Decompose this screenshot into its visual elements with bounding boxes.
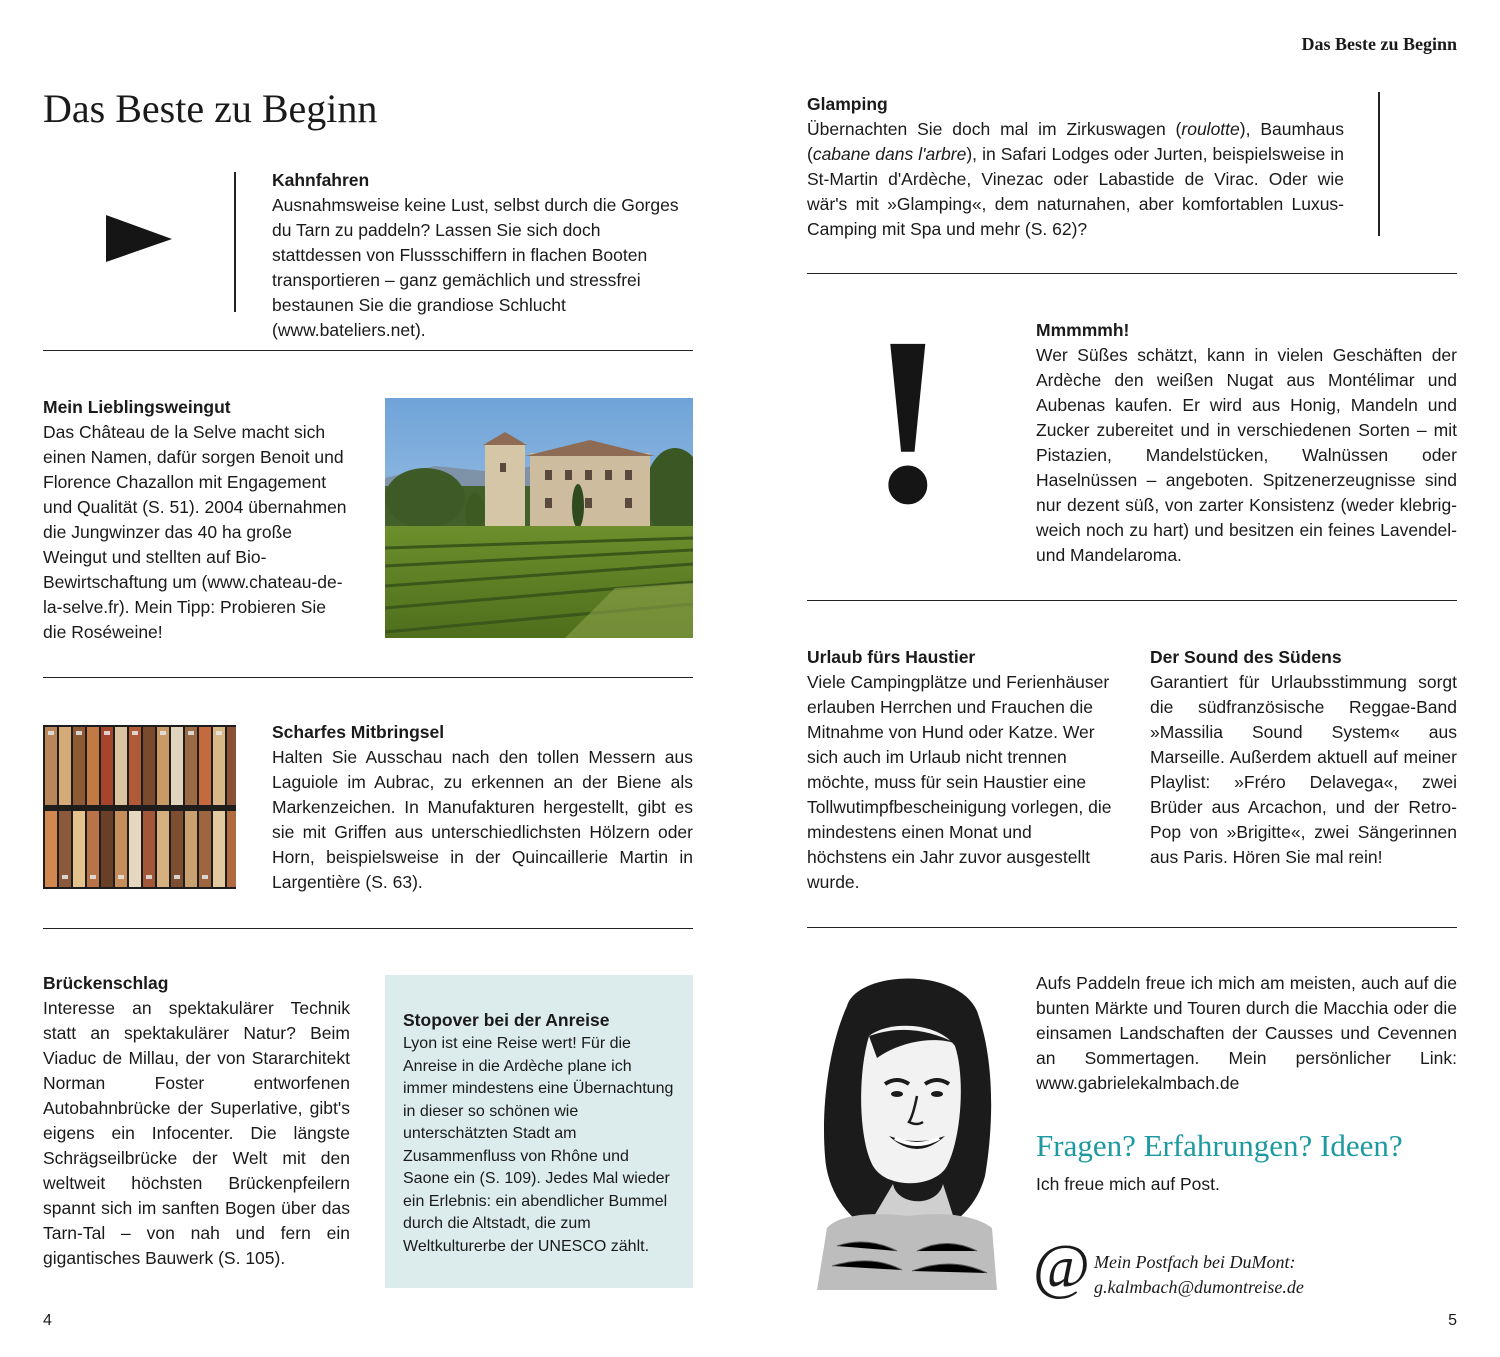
mailbox-block <box>1094 1250 1304 1300</box>
glamping-text <box>807 117 1344 242</box>
section-mmmmmh <box>1036 318 1457 568</box>
haustier-heading: Urlaub fürs Haustier <box>807 647 976 667</box>
divider <box>43 677 693 678</box>
section-sound <box>1150 645 1457 870</box>
stopover-box <box>385 975 693 1288</box>
section-glamping <box>807 92 1344 242</box>
exclamation-mark: ! <box>868 287 948 553</box>
sound-text: Garantiert für Urlaubsstimmung sorgt die südfranzösische Reggae-Band »Massilia Sound System« aus Marseille. Außerdem aktuell auf meiner Playlist: »Fréro Delavega«, zwei Brüder aus Arcachon, und der Retro-Pop von »Brigitte«, zwei Sängerinnen aus Paris. Hören Sie mal rein! <box>1150 672 1457 867</box>
play-arrow-icon <box>106 215 174 263</box>
feedback-question: Fragen? Erfahrungen? Ideen? <box>1036 1128 1403 1163</box>
glamping-heading: Glamping <box>807 94 888 114</box>
mmmmmh-text: Wer Süßes schätzt, kann in vielen Geschäften der Ardèche den weißen Nugat aus Montélimar und Aubenas kaufen. Er wird aus Honig, Mandeln und Zucker zubereitet und in verschiedenen Sorten – mit Pistazien, Mandelstücken, Walnüssen oder Haselnüssen – angeboten. Spitzenerzeugnisse sind nur dezent süß, von zarter Konsistenz (weder klebrig-weich noch zu hart) und besitzen ein feines Lavendel- und Mandelaroma. <box>1036 345 1457 565</box>
stopover-heading: Stopover bei der Anreise <box>403 1010 610 1030</box>
kahnfahren-text: Ausnahmsweise keine Lust, selbst durch die Gorges du Tarn zu paddeln? Lassen Sie sich doch stattdessen von Flussschiffern in flachen Booten transportieren – ganz gemächlich und stressfrei bestaunen Sie die grandiose Schlucht (www.bateliers.net). <box>272 195 679 340</box>
section-brueckenschlag <box>43 971 350 1271</box>
author-portrait <box>807 966 999 1290</box>
section-kahnfahren <box>272 168 693 343</box>
kahnfahren-heading: Kahnfahren <box>272 170 370 190</box>
feedback-post: Ich freue mich auf Post. <box>1036 1174 1220 1194</box>
page-number-right: 5 <box>1448 1312 1457 1329</box>
section-weingut <box>43 395 353 645</box>
mailbox-label: Mein Postfach bei DuMont: <box>1094 1252 1296 1272</box>
vertical-divider <box>234 172 236 312</box>
vertical-divider <box>1378 92 1380 236</box>
running-header: Das Beste zu Beginn <box>1301 34 1457 54</box>
divider <box>807 600 1457 601</box>
glamping-text-part: ), Baumhaus ( <box>807 119 1344 164</box>
author-text: Aufs Paddeln freue ich mich am meisten, auch auf die bunten Märkte und Touren durch die Macchia oder die einsamen Landschaften der Causses und Cevennen an Sommertagen. Mein persönlicher Link: www.gabrielekalmbach.de <box>1036 973 1457 1093</box>
divider <box>43 928 693 929</box>
weingut-text: Das Château de la Selve macht sich einen Namen, dafür sorgen Benoit und Florence Chazallon mit Engagement und Qualität (S. 51). 2004 übernahmen die Jungwinzer das 40 ha große Weingut und stellten auf Bio-Bewirtschaftung um (www.chateau-de-la-selve.fr). Mein Tipp: Probieren Sie die Roséweine! <box>43 422 347 642</box>
brueckenschlag-heading: Brückenschlag <box>43 973 169 993</box>
brueckenschlag-text: Interesse an spektakulärer Technik statt an spektakulärer Natur? Beim Viaduc de Millau, der von Stararchitekt Norman Foster entworfenen Autobahnbrücke der Superlative, gibt's eigens ein Infocenter. Die längste Schrägseilbrücke der Welt mit den weltweit höchsten Brückenpfeilern spannt sich im sanften Bogen über das Tarn-Tal – von nah und fern ein gigantisches Bauwerk (S. 105). <box>43 998 350 1268</box>
stopover-text: Lyon ist eine Reise wert! Für die Anreise in die Ardèche plane ich immer mindestens eine Übernachtung in dieser so schönen wie unterschätzten Stadt am Zusammenfluss von Rhône und Saone ein (S. 109). Jedes Mal wieder ein Erlebnis: ein abendlicher Bummel durch die Altstadt, die zum Weltkulturerbe der UNESCO zählt. <box>403 1035 674 1255</box>
page-title: Das Beste zu Beginn <box>43 86 378 131</box>
at-icon: @ <box>1033 1233 1091 1301</box>
glamping-text-part: Übernachten Sie doch mal im Zirkuswagen ( <box>807 119 1182 139</box>
mitbringsel-heading: Scharfes Mitbringsel <box>272 722 445 742</box>
divider <box>807 273 1457 274</box>
chateau-photo <box>385 398 693 638</box>
divider <box>807 927 1457 928</box>
section-mitbringsel <box>272 720 693 895</box>
weingut-heading: Mein Lieblingsweingut <box>43 397 231 417</box>
haustier-text: Viele Campingplätze und Ferienhäuser erlauben Herrchen und Frauchen die Mitnahme von Hund oder Katze. Wer sich auch im Urlaub nicht trennen möchte, muss für sein Haustier eine Tollwutimpfbescheinigung vorlegen, die mindestens einen Monat und höchstens ein Jahr zuvor ausgestellt wurde. <box>807 672 1112 892</box>
glamping-text-part: ), in Safari Lodges oder Jurten, beispielsweise in St-Martin d'Ardèche, Vinezac oder Labastide de Virac. Oder wie wär's mit »Glamping«, dem naturnahen, aber komfortablen Luxus-Camping mit Spa und mehr (S. 62)? <box>807 144 1344 239</box>
knives-photo <box>43 725 236 889</box>
glamping-text-italic: roulotte <box>1181 119 1240 139</box>
page-number-left: 4 <box>43 1312 52 1329</box>
glamping-text-italic: cabane dans l'arbre <box>812 144 967 164</box>
section-haustier <box>807 645 1114 895</box>
mitbringsel-text: Halten Sie Ausschau nach den tollen Messern aus Laguiole im Aubrac, zu erkennen an der Biene als Markenzeichen. In Manufakturen hergestellt, gibt es sie mit Griffen aus unterschiedlichsten Hölzern oder Horn, beispielsweise in der Quincaillerie Martin in Largentière (S. 63). <box>272 747 693 892</box>
sound-heading: Der Sound des Südens <box>1150 647 1342 667</box>
divider <box>43 350 693 351</box>
mmmmmh-heading: Mmmmmh! <box>1036 320 1130 340</box>
email-link[interactable]: g.kalmbach@dumontreise.de <box>1094 1277 1304 1297</box>
